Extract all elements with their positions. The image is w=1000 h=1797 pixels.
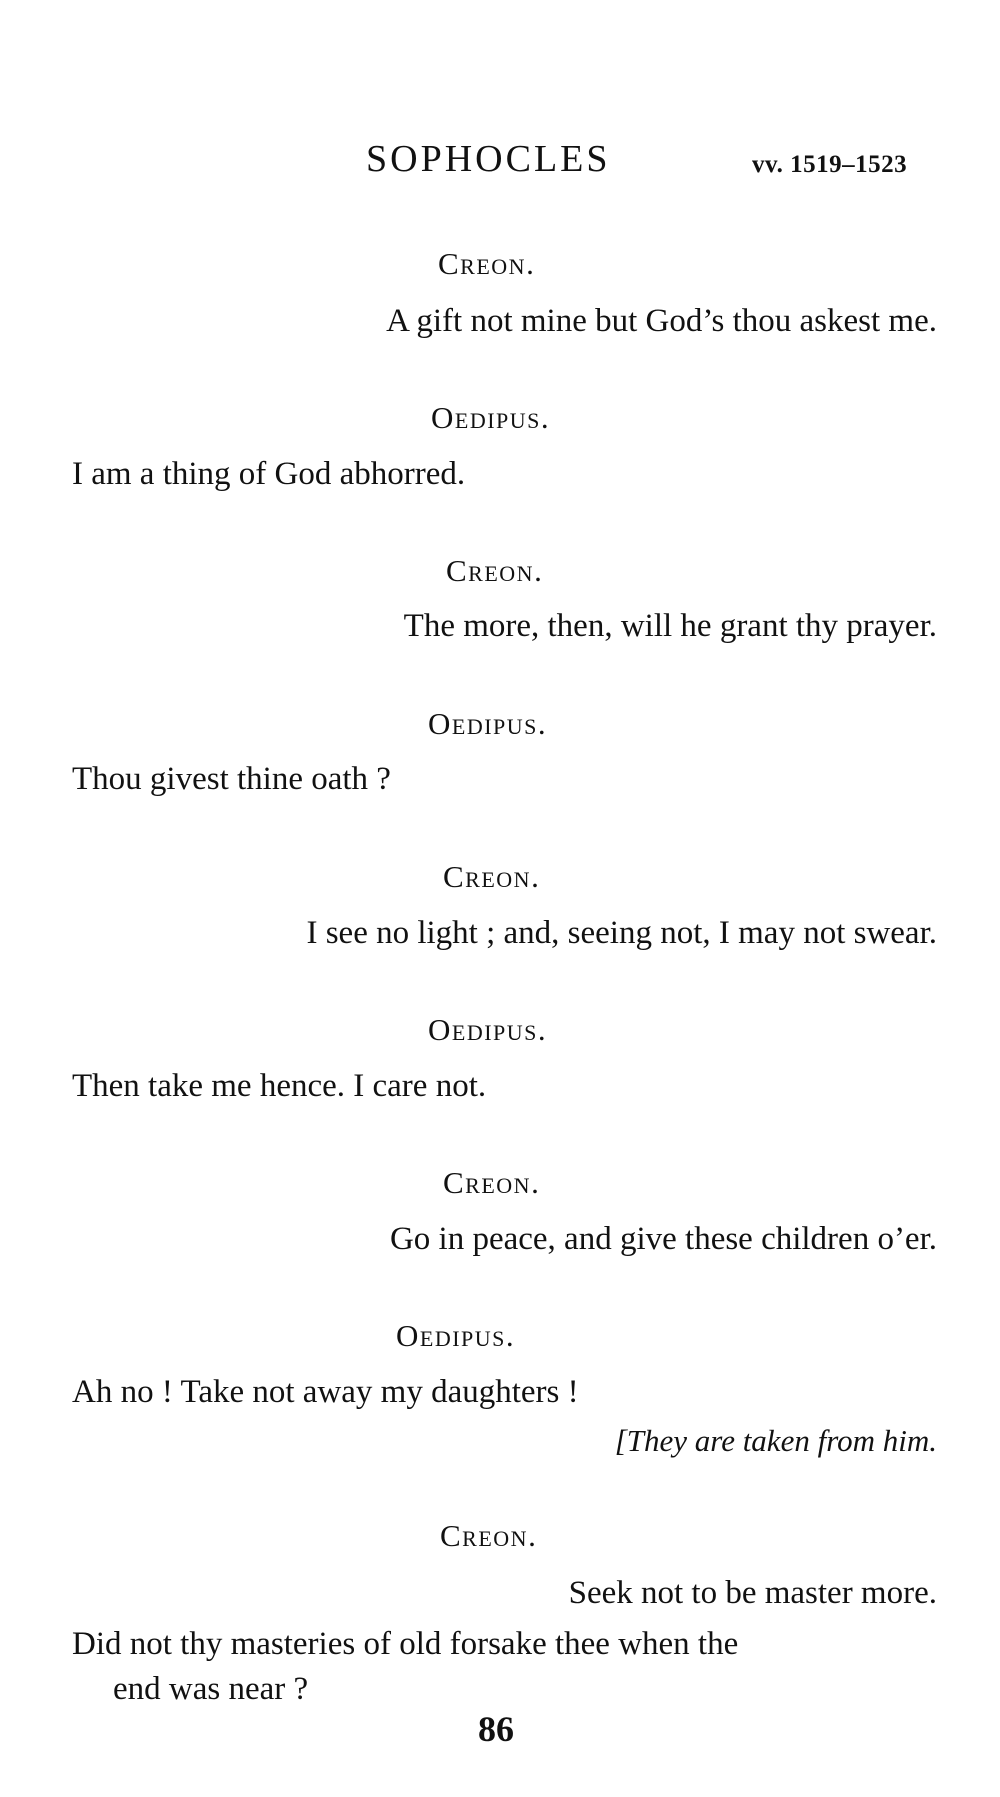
dialogue-line: I see no light ; and, seeing not, I may not swear. — [306, 915, 937, 951]
dialogue-line: The more, then, will he grant thy prayer. — [403, 608, 937, 644]
running-title: SOPHOCLES — [366, 138, 611, 180]
dialogue-line: Seek not to be master more. — [568, 1575, 937, 1611]
speaker-name: Creon. — [446, 553, 544, 588]
speaker-name: Oedipus. — [431, 400, 551, 435]
dialogue-line: Then take me hence. I care not. — [72, 1068, 487, 1104]
dialogue-line: A gift not mine but God’s thou askest me. — [386, 303, 937, 339]
verse-range: vv. 1519–1523 — [752, 151, 908, 178]
speaker-name: Oedipus. — [428, 706, 548, 741]
dialogue-line: Ah no ! Take not away my daughters ! — [72, 1374, 579, 1410]
speaker-name: Creon. — [443, 859, 541, 894]
dialogue-line: Go in peace, and give these children o’er. — [389, 1221, 937, 1257]
speaker-name: Creon. — [438, 246, 536, 281]
speaker-name: Oedipus. — [396, 1318, 516, 1353]
speaker-name: Creon. — [443, 1165, 541, 1200]
page-number: 86 — [478, 1709, 514, 1749]
dialogue-line: end was near ? — [113, 1671, 309, 1707]
dialogue-line: I am a thing of God abhorred. — [72, 456, 466, 492]
dialogue-line: Did not thy masteries of old forsake thee when the — [72, 1626, 739, 1662]
speaker-name: Oedipus. — [428, 1012, 548, 1047]
stage-direction: [They are taken from him. — [614, 1423, 937, 1458]
dialogue-line: Thou givest thine oath ? — [72, 761, 391, 797]
speaker-name: Creon. — [440, 1518, 538, 1553]
